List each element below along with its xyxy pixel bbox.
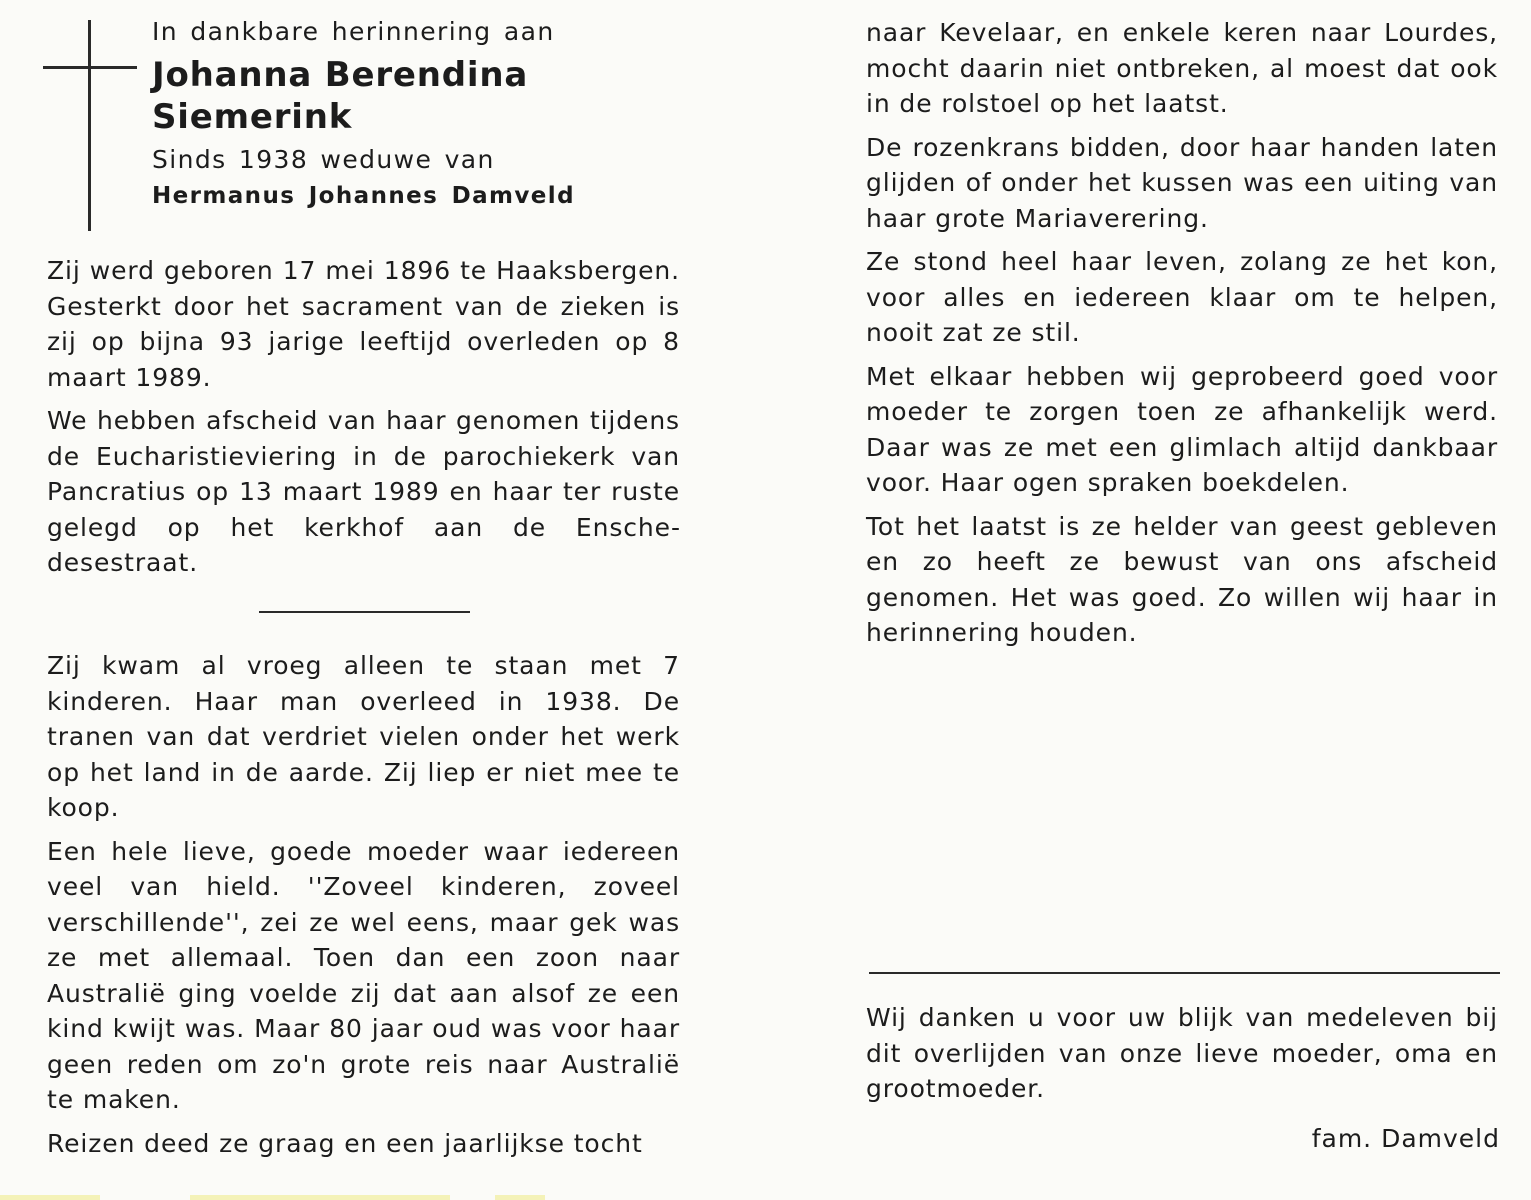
thanks-paragraph: Wij danken u voor uw blijk van medeleven bij dit overlijden van onze lieve moeder, oma en grootmoeder. xyxy=(866,1003,1498,1103)
left-column-top xyxy=(47,253,680,589)
travel-paragraph: naar Kevelaar, en enkele keren naar Lourdes, mocht daarin niet ontbreken, al moest dat ook in de rolstoel op het laatst. xyxy=(866,18,1498,118)
right-column-top xyxy=(866,15,1498,659)
cross-icon-vertical-bar xyxy=(88,20,91,231)
family-signature: fam. Damveld xyxy=(1311,1124,1500,1153)
deceased-name-line1: Johanna Berendina xyxy=(152,55,529,95)
cross-icon-horizontal-bar xyxy=(43,66,137,69)
life-paragraph-1: Zij kwam al vroeg alleen te staan met 7 kinderen. Haar man overleed in 1938. De tranen van dat verdriet vielen onder het werk op het land in de aarde. Zij liep er niet mee te koop. xyxy=(47,651,680,822)
birth-death-paragraph: Zij werd geboren 17 mei 1896 te Haaksbergen. Gesterkt door het sacrament van de zieken is zij op bijna 93 jarige leeftijd overleden op 8 maart 1989. xyxy=(47,256,680,392)
intro-text: In dankbare herinnering aan xyxy=(152,17,555,46)
husband-name: Hermanus Johannes Damveld xyxy=(152,183,575,209)
farewell-paragraph: Tot het laatst is ze helder van geest gebleven en zo heeft ze bewust van ons afscheid genomen. Het was goed. Zo willen wij haar in herinnering houden. xyxy=(866,511,1498,647)
left-divider xyxy=(259,611,470,613)
thanks-section xyxy=(866,1000,1498,1115)
helping-paragraph: Ze stond heel haar leven, zolang ze het kon, voor alles en iedereen klaar om te helpen, nooit zat ze stil. xyxy=(866,247,1498,347)
care-paragraph: Met elkaar hebben wij geprobeerd goed voor moeder te zorgen toen ze afhankelijk werd. Daar was ze met een glimlach altijd dankbaar voor. Haar ogen spraken boekdelen. xyxy=(866,361,1498,497)
deceased-name xyxy=(152,54,672,138)
funeral-paragraph: We hebben afscheid van haar genomen tijdens de Eucharistieviering in de parochiekerk van Pancratius op 13 maart 1989 en haar ter ruste gelegd op het kerkhof aan de Enschedesestraat. xyxy=(47,406,680,577)
right-divider xyxy=(869,972,1500,974)
life-paragraph-2: Een hele lieve, goede moeder waar iedereen veel van hield. ''Zoveel kinderen, zoveel verschillende'', zei ze wel eens, maar gek was ze met allemaal. Toen dan een zoon naar Australië ging voelde zij dat aan alsof ze een kind kwijt was. Maar 80 jaar oud was voor haar geen reden om zo'n grote reis naar Australië te maken. xyxy=(47,836,680,1114)
left-column-bottom xyxy=(47,648,680,1169)
deceased-name-line2: Siemerink xyxy=(152,97,353,137)
widow-since-text: Sinds 1938 weduwe van xyxy=(152,145,495,174)
paper-stain xyxy=(0,1195,100,1200)
paper-stain xyxy=(495,1195,545,1200)
life-paragraph-3: Reizen deed ze graag en een jaarlijkse tocht xyxy=(47,1128,643,1158)
rosary-paragraph: De rozenkrans bidden, door haar handen laten glijden of onder het kussen was een uiting van haar grote Mariaverering. xyxy=(866,132,1498,233)
paper-stain xyxy=(190,1195,450,1200)
memorial-header xyxy=(152,14,672,214)
